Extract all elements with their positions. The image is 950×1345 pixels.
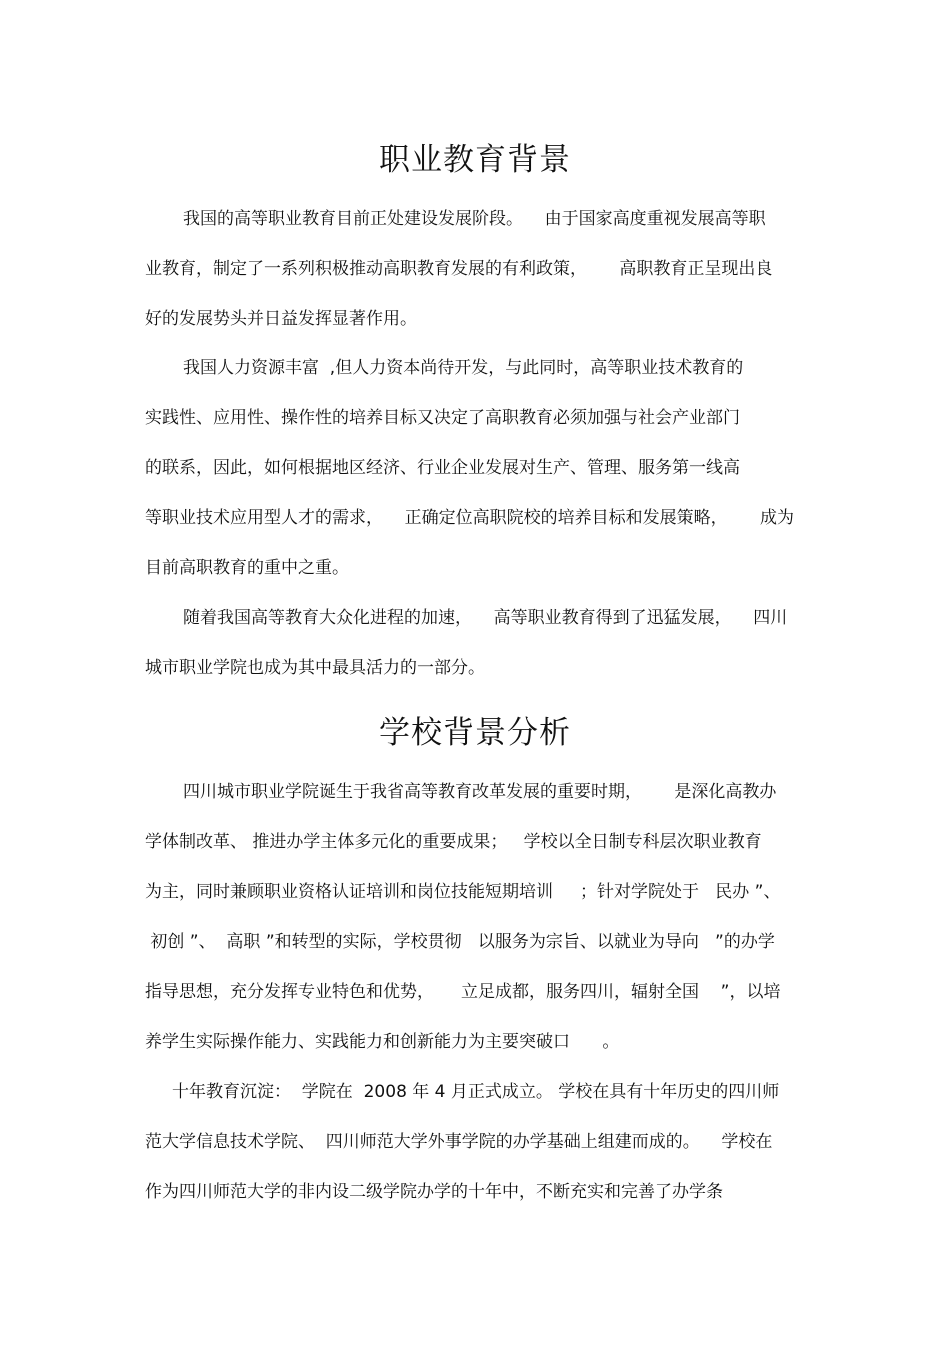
paragraph-line: 目前高职教育的重中之重。 — [145, 558, 349, 578]
paragraph-line: 城市职业学院也成为其中最具活力的一部分。 — [145, 658, 485, 678]
paragraph-line: 作为四川师范大学的非内设二级学院办学的十年中，不断充实和完善了办学条 — [145, 1182, 723, 1202]
paragraph-line: 实践性、应用性、操作性的培养目标又决定了高职教育必须加强与社会产业部门 — [145, 408, 740, 428]
section-title-school-background-analysis: 学校背景分析 — [379, 715, 571, 751]
paragraph-line: 学体制改革、 推进办学主体多元化的重要成果； 学校以全日制专科层次职业教育 — [145, 832, 762, 852]
paragraph-line: 随着我国高等教育大众化进程的加速， 高等职业教育得到了迅猛发展， 四川 — [183, 608, 788, 628]
paragraph-line: 指导思想，充分发挥专业特色和优势， 立足成都，服务四川，辐射全国 ”，以培 — [145, 982, 781, 1002]
paragraph-line: 为主，同时兼顾职业资格认证培训和岗位技能短期培训 ；针对学院处于 民办 ”、 — [145, 882, 781, 902]
paragraph-line: 我国的高等职业教育目前正处建设发展阶段。 由于国家高度重视发展高等职 — [183, 209, 766, 229]
paragraph-line: 业教育，制定了一系列积极推动高职教育发展的有利政策， 高职教育正呈现出良 — [145, 259, 773, 279]
paragraph-line: 我国人力资源丰富 ,但人力资本尚待开发，与此同时，高等职业技术教育的 — [183, 358, 744, 378]
paragraph-line: 范大学信息技术学院、 四川师范大学外事学院的办学基础上组建而成的。 学校在 — [145, 1132, 773, 1152]
paragraph-line: 好的发展势头并日益发挥显著作用。 — [145, 309, 417, 329]
paragraph-line: 十年教育沉淀： 学院在 2008 年 4 月正式成立。 学校在具有十年历史的四川师 — [172, 1082, 780, 1102]
paragraph-line: 等职业技术应用型人才的需求， 正确定位高职院校的培养目标和发展策略， 成为 — [145, 508, 795, 528]
paragraph-line: 初创 ”、 高职 ”和转型的实际，学校贯彻 以服务为宗旨、以就业为导向 ”的办学 — [145, 932, 775, 952]
paragraph-line: 四川城市职业学院诞生于我省高等教育改革发展的重要时期， 是深化高教办 — [183, 782, 777, 802]
paragraph-line: 的联系，因此，如何根据地区经济、行业企业发展对生产、管理、服务第一线高 — [145, 458, 740, 478]
section-title-vocational-education-background: 职业教育背景 — [379, 142, 571, 178]
paragraph-line: 养学生实际操作能力、实践能力和创新能力为主要突破口 。 — [145, 1032, 620, 1052]
